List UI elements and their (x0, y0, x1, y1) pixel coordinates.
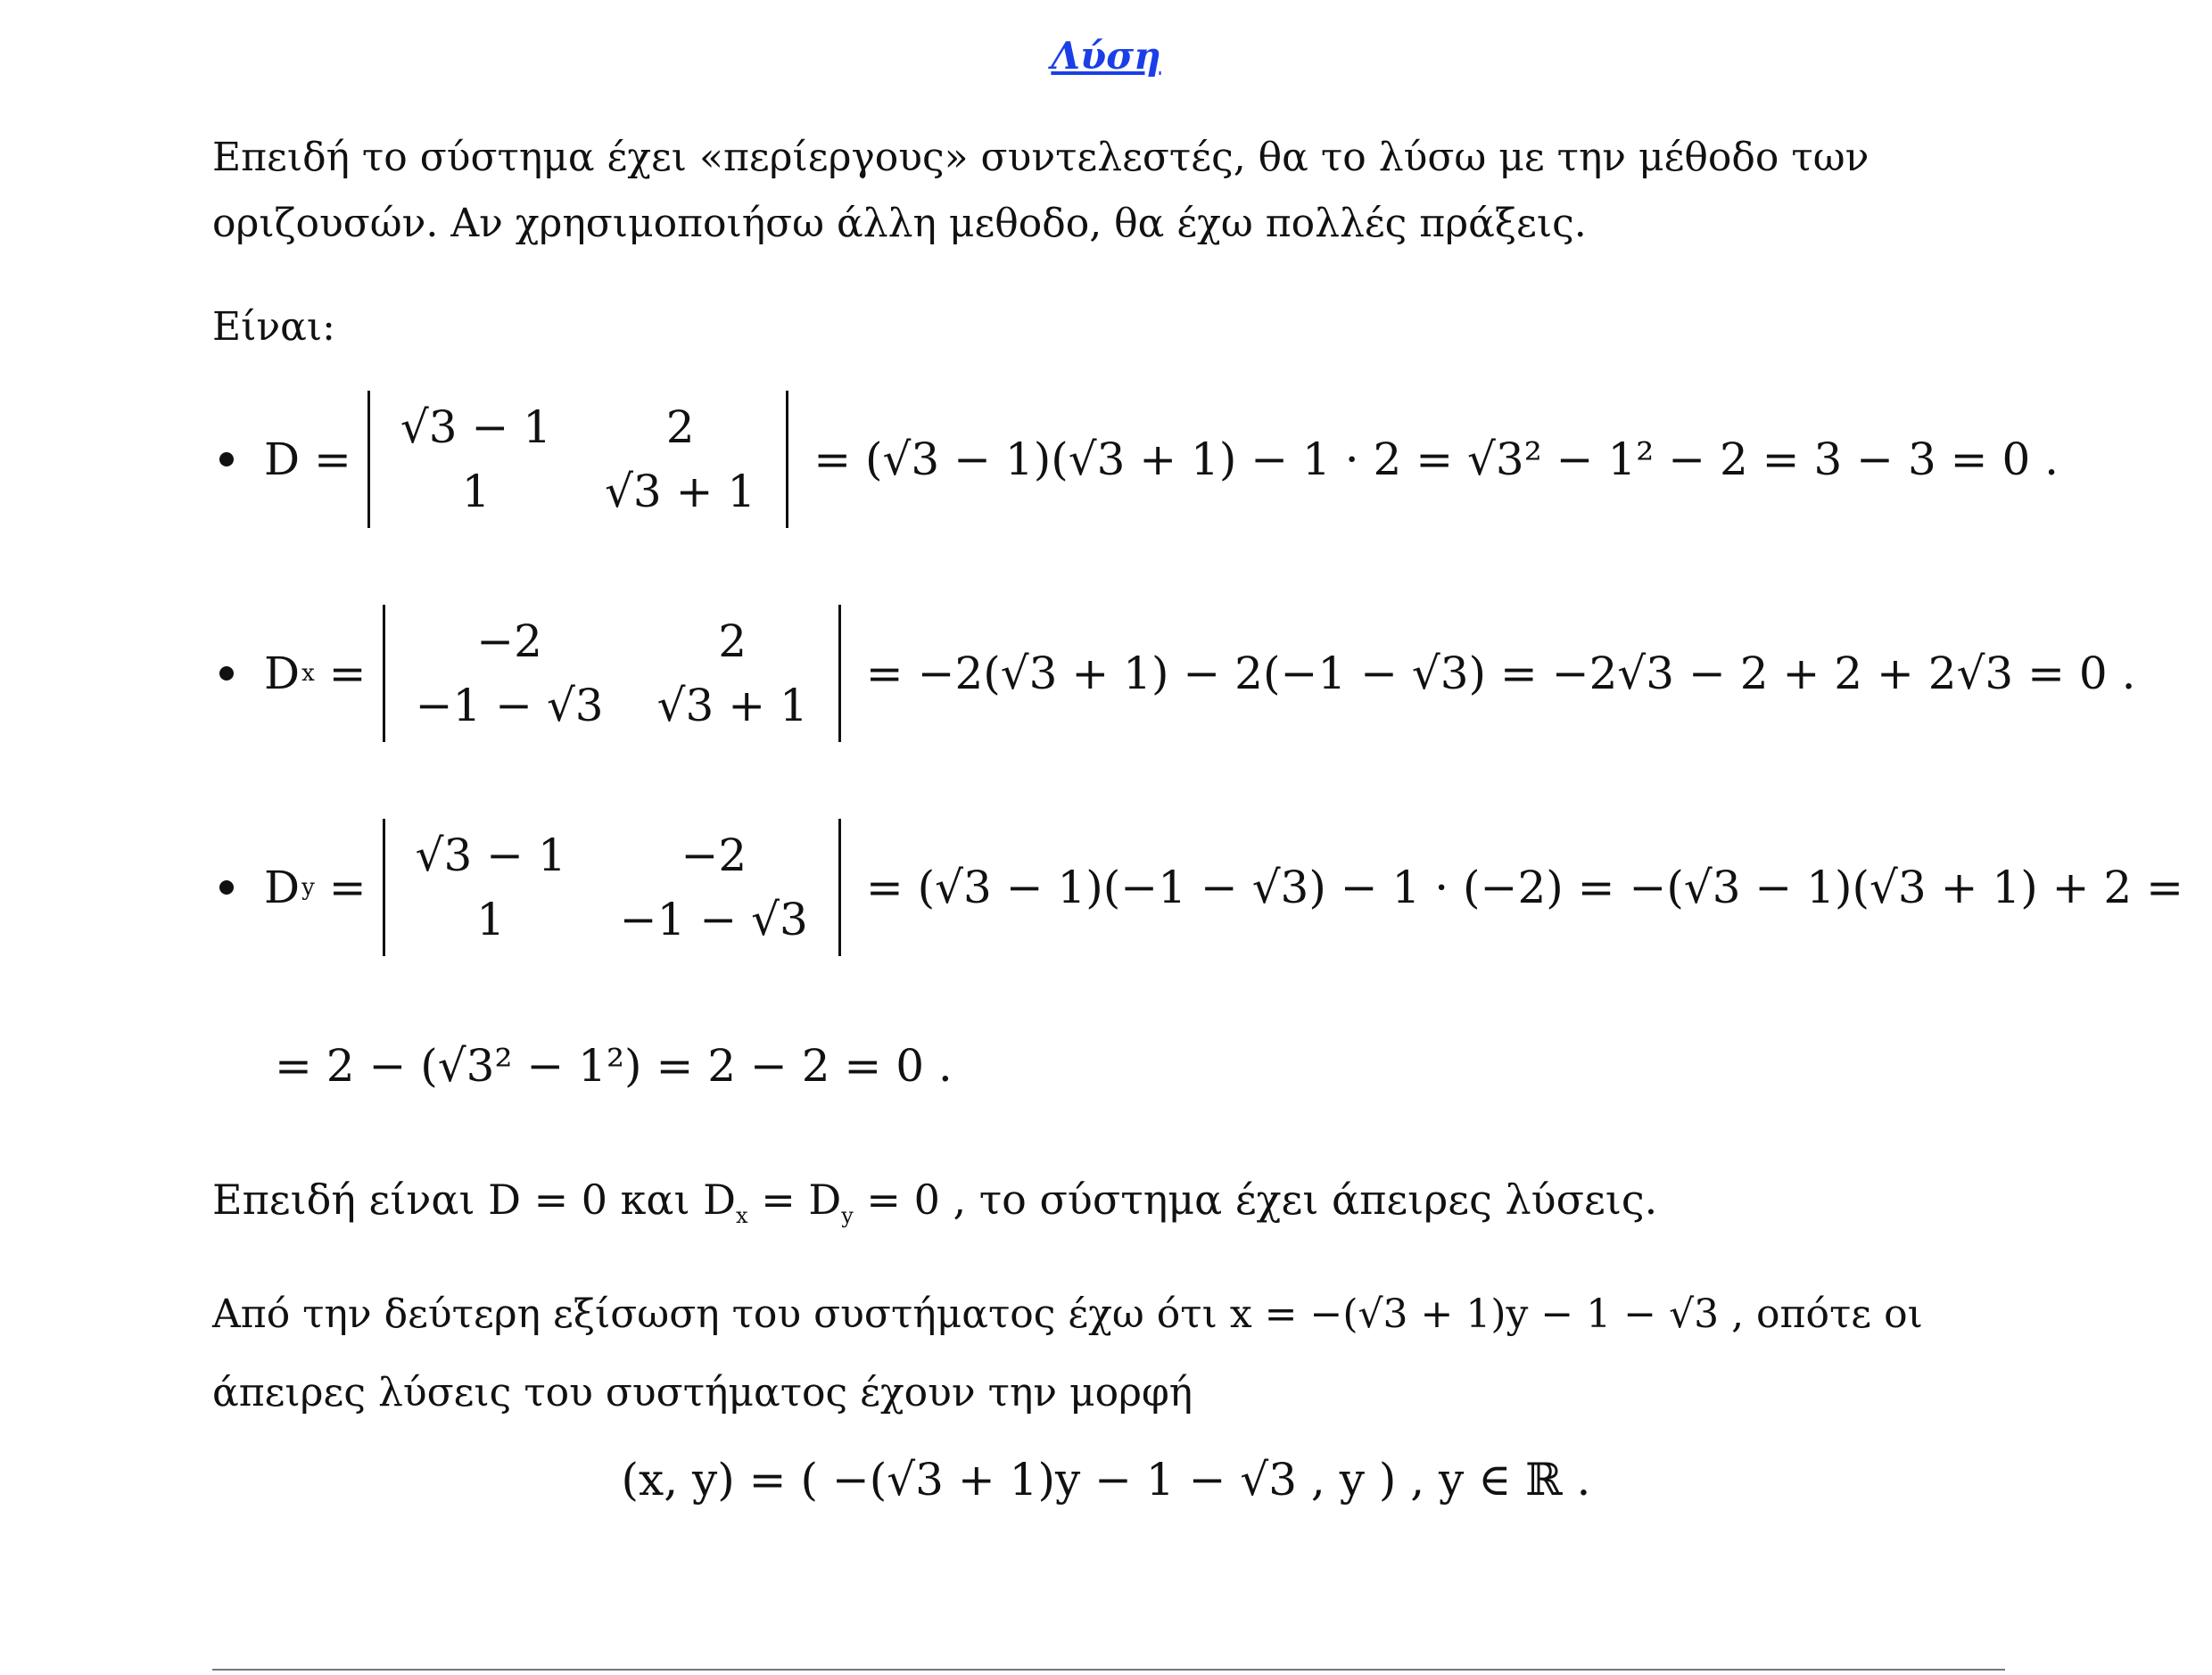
bullet (219, 880, 234, 895)
matrix-cell: 2 (665, 401, 695, 453)
bullet (219, 452, 234, 466)
det-computation: = −2(√3 + 1) − 2(−1 − √3) = −2√3 − 2 + 2 + 2√3 = 0 . (865, 648, 2136, 699)
matrix-cell: 2 (718, 615, 747, 667)
matrix-cell: −2 (476, 615, 542, 667)
horizontal-rule (212, 1669, 2005, 1671)
matrix-cell: −2 (681, 829, 747, 881)
det-label: D x = (264, 648, 367, 699)
matrix-cell: −1 − √3 (619, 894, 808, 945)
einai-label: Είναι: (212, 304, 335, 350)
determinant-dx-row (212, 593, 2136, 754)
determinant-dy-row (212, 807, 2183, 968)
final-solution-formula: (x, y) = ( −(√3 + 1)y − 1 − √3 , y ) , y ∈ ℝ . (621, 1454, 1591, 1506)
matrix-cell: 1 (461, 466, 491, 517)
det-label: D y = (264, 862, 367, 913)
matrix-cell: √3 + 1 (605, 466, 756, 517)
conclusion-line: Επειδή είναι D = 0 και $D_x = D_y = 0$ , το σύστημα έχει άπειρες λύσεις. (212, 1176, 1658, 1229)
bullet (219, 666, 234, 681)
det-computation: = (√3 − 1)(√3 + 1) − 1 · 2 = √3² − 1² − 2 = 3 − 3 = 0 . (813, 433, 2059, 485)
matrix-cell: 1 (476, 894, 506, 945)
det-label: D = (264, 433, 351, 485)
matrix-cell: −1 − √3 (415, 680, 604, 731)
determinant-matrix (383, 819, 841, 956)
det-computation: = (√3 − 1)(−1 − √3) − 1 · (−2) = −(√3 − 1)(√3 + 1) + 2 = (865, 862, 2183, 913)
determinant-matrix (383, 605, 841, 742)
determinant-d-row (212, 379, 2059, 540)
solution-title[interactable]: Λύση (1051, 34, 1161, 78)
dy-continuation: = 2 − (√3² − 1²) = 2 − 2 = 0 . (275, 1040, 953, 1092)
matrix-cell: √3 − 1 (415, 829, 566, 881)
matrix-cell: √3 − 1 (400, 401, 552, 453)
second-equation-paragraph: Από την δεύτερη εξίσωση του συστήματος έχω ότι x = −(√3 + 1)y − 1 − √3 , οπότε οι άπειρες λύσεις του συστήματος έχουν την μορφή (212, 1291, 1923, 1415)
intro-paragraph: Επειδή το σύστημα έχει «περίεργους» συντελεστές, θα το λύσω με την μέθοδο των οριζουσών. Αν χρησιμοποιήσω άλλη μεθοδο, θα έχω πολλές πράξεις. (212, 135, 1869, 246)
determinant-matrix (367, 391, 788, 528)
matrix-cell: √3 + 1 (656, 680, 808, 731)
